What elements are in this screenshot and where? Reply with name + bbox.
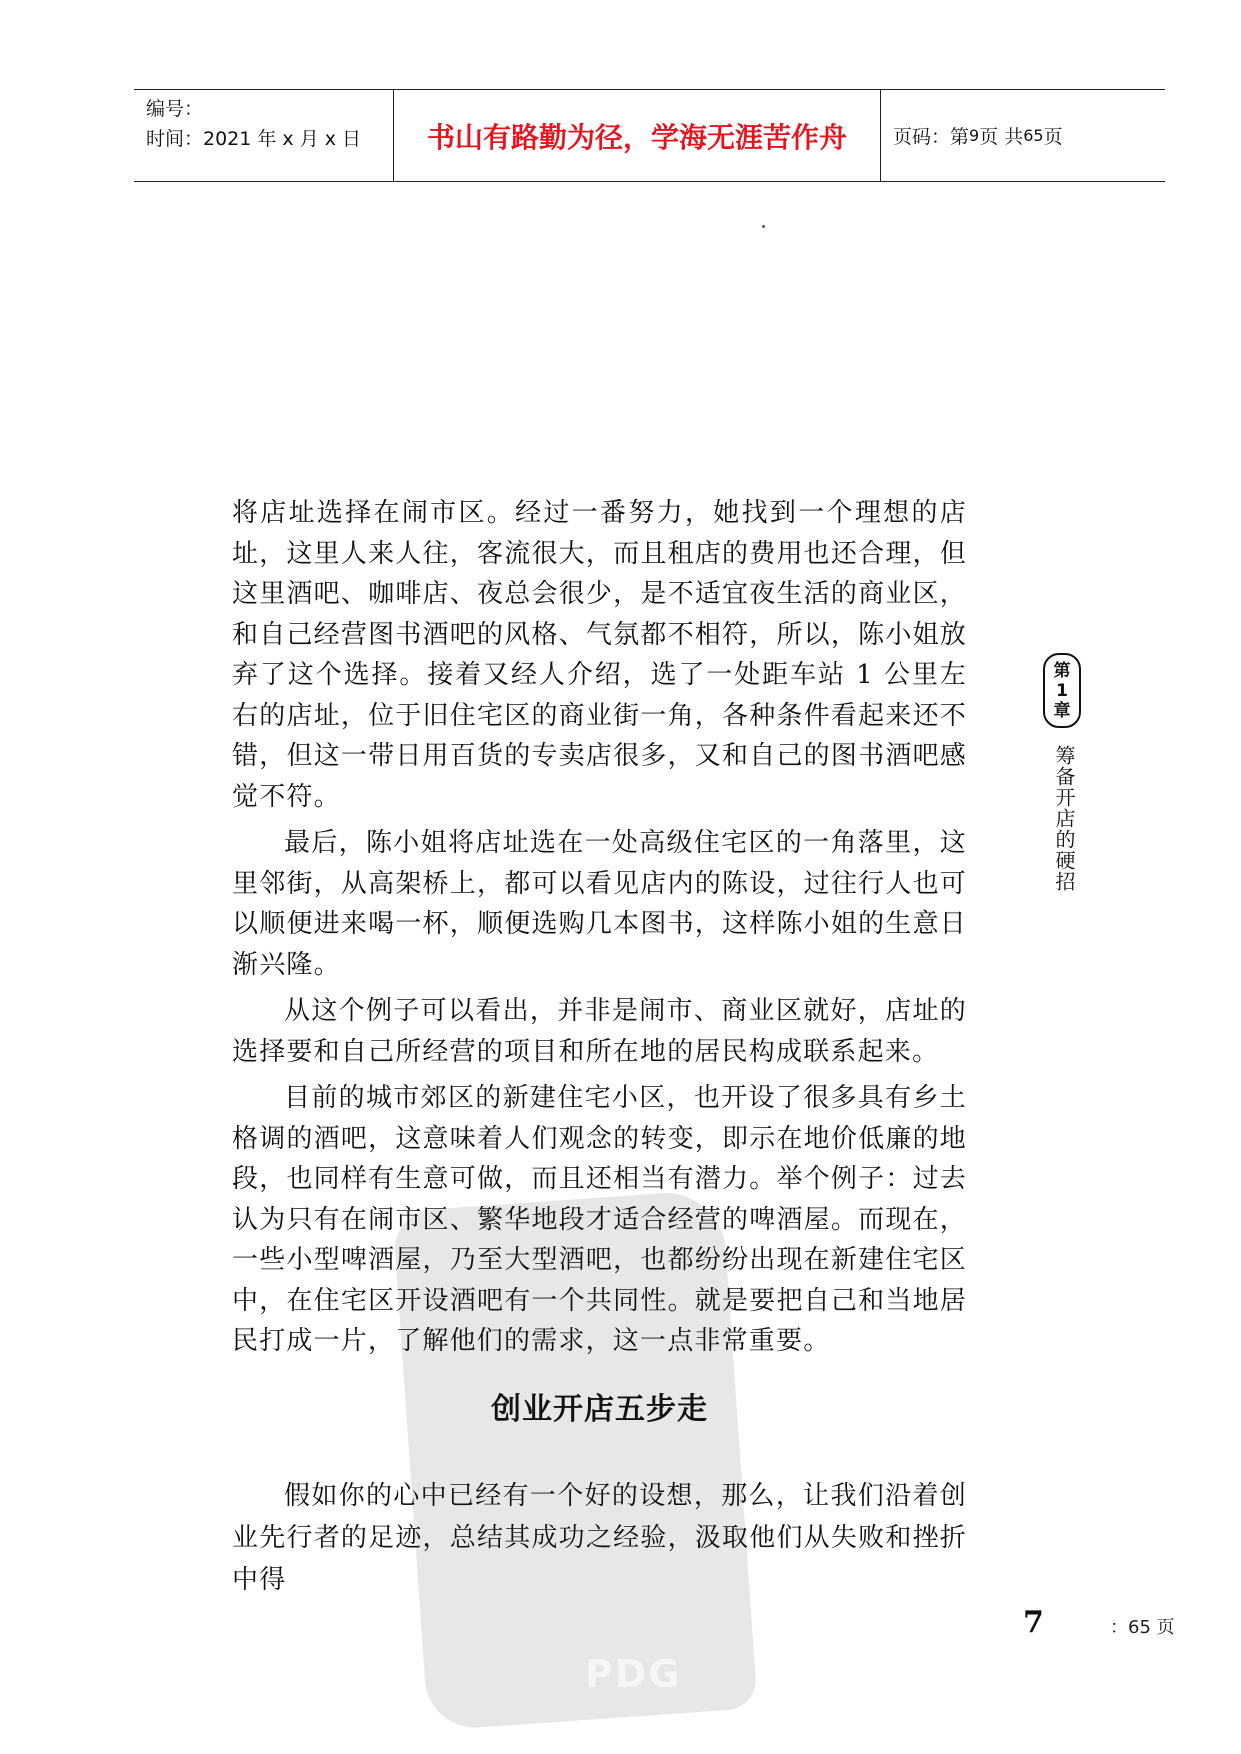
paragraph: 目前的城市郊区的新建住宅小区，也开设了很多具有乡土格调的酒吧，这意味着人们观念的转变，即示在地价低廉的地段，也同样有生意可做，而且还相当有潜力。举个例子：过去认为只有在闹市区、繁华地段才适合经营的啤酒屋。而现在，一些小型啤酒屋，乃至大型酒吧，也都纷纷出现在新建住宅区中，在住宅区开设酒吧有一个共同性。就是要把自己和当地居民打成一片，了解他们的需求，这一点非常重要。 [232, 1083, 967, 1356]
chapter-badge [1043, 653, 1081, 728]
paragraph: 将店址选择在闹市区。经过一番努力，她找到一个理想的店址，这里人来人往，客流很大，而且租店的费用也还合理，但这里酒吧、咖啡店、夜总会很少，是不适宜夜生活的商业区，和自己经营图书酒吧的风格、气氛都不相符，所以，陈小姐放弃了这个选择。接着又经人介绍，选了一处距车站 1 公里左右的店址，位于旧住宅区的商业街一角，各种条件看起来还不错，但这一带日用百货的专卖店很多，又和自己的图书酒吧感觉不符。 [232, 498, 967, 812]
section-body [232, 1475, 967, 1601]
page-total: 65 [1023, 126, 1044, 145]
body-text [232, 493, 967, 1368]
speck-mark [762, 225, 765, 228]
page-label-prefix: 页码：第 [893, 126, 970, 148]
page-number: 7 [1023, 1605, 1044, 1640]
document-header [134, 89, 1165, 182]
page-label-mid: 页 共 [979, 126, 1024, 148]
chapter-badge-top: 第 [1053, 660, 1071, 681]
header-info-cell [134, 90, 394, 181]
watermark-text: PDG [585, 1652, 682, 1696]
time-label: 时间：2021 年 x 月 x 日 [146, 128, 362, 150]
section-title: 创业开店五步走 [491, 1392, 708, 1427]
page-label-suffix: 页 [1043, 126, 1063, 148]
paragraph: 最后，陈小姐将店址选在一处高级住宅区的一角落里，这里邻街，从高架桥上，都可以看见店内的陈设，过往行人也可以顺便进来喝一杯，顺便选购几本图书，这样陈小姐的生意日渐兴隆。 [232, 828, 967, 980]
chapter-badge-number: 1 [1056, 680, 1068, 701]
paragraph: 假如你的心中已经有一个好的设想，那么，让我们沿着创业先行者的足迹，总结其成功之经验，汲取他们从失败和挫折中得 [232, 1481, 967, 1595]
page-count-text: ：65 页 [1110, 1617, 1175, 1638]
header-motto: 书山有路勤为径，学海无涯苦作舟 [394, 90, 881, 181]
paragraph: 从这个例子可以看出，并非是闹市、商业区就好，店址的选择要和自己所经营的项目和所在地的居民构成联系起来。 [232, 996, 967, 1067]
chapter-badge-bottom: 章 [1053, 700, 1071, 721]
serial-label: 编号： [146, 98, 204, 120]
chapter-side-title: 筹备开店的硬招 [1052, 745, 1076, 892]
page-current: 9 [969, 126, 980, 145]
header-page-cell [881, 90, 1165, 181]
